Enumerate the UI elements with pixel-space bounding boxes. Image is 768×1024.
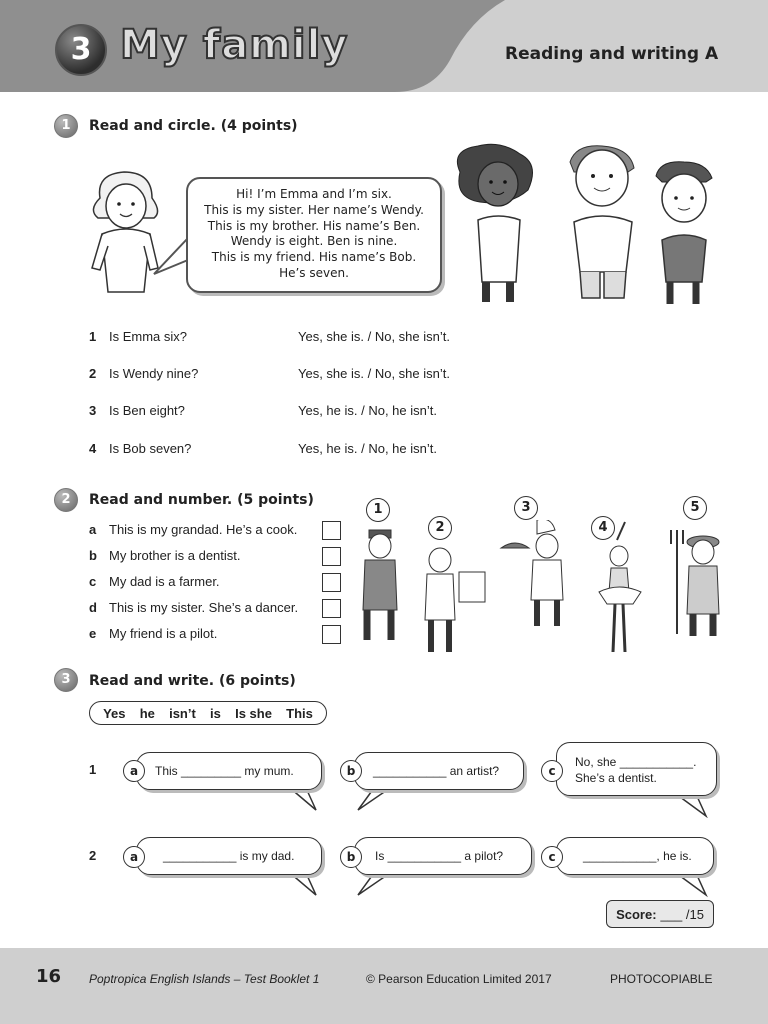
item-text: My friend is a pilot. xyxy=(109,626,218,641)
answer-options[interactable]: Yes, she is. / No, she isn’t. xyxy=(298,366,450,381)
question-text: Is Wendy nine? xyxy=(109,366,199,381)
speech-line: This is my friend. His name’s Bob. xyxy=(211,250,417,265)
question-text: Is Ben eight? xyxy=(109,403,185,418)
bubble-text: She’s a dentist. xyxy=(575,771,657,785)
bubble-text[interactable]: ___________ an artist? xyxy=(373,764,500,778)
picture-number: 4 xyxy=(591,516,615,540)
copyright: © Pearson Education Limited 2017 xyxy=(366,972,552,986)
question-text: Is Emma six? xyxy=(109,329,188,344)
speech-line: Wendy is eight. Ben is nine. xyxy=(230,234,398,249)
answer-box[interactable] xyxy=(322,625,341,644)
item-letter: d xyxy=(89,600,97,615)
bubble-text[interactable]: No, she ___________. xyxy=(575,755,697,769)
bubble-letter: b xyxy=(340,760,362,782)
exercise-1-title: Read and circle. (4 points) xyxy=(89,118,298,134)
word-bank-item: Yes xyxy=(103,705,126,721)
word-bank-item: Is she xyxy=(235,705,272,721)
bubble-text[interactable]: This _________ my mum. xyxy=(155,764,294,778)
bubble-text[interactable]: ___________, he is. xyxy=(583,849,692,863)
question-number: 1 xyxy=(89,329,97,344)
speech-bubble-1b xyxy=(354,752,524,790)
score-value[interactable]: ___ /15 xyxy=(660,906,704,922)
photocopiable-label: PHOTOCOPIABLE xyxy=(610,972,713,986)
answer-box[interactable] xyxy=(322,573,341,592)
word-bank xyxy=(89,701,327,725)
item-letter: e xyxy=(89,626,97,641)
section-label: Reading and writing A xyxy=(505,44,719,64)
speech-line: He’s seven. xyxy=(279,265,349,280)
answer-options[interactable]: Yes, he is. / No, he isn’t. xyxy=(298,403,437,418)
word-bank-item: This xyxy=(286,705,313,721)
item-letter: b xyxy=(89,548,97,563)
speech-bubble xyxy=(186,177,442,293)
matching-item xyxy=(89,574,220,589)
row-number: 1 xyxy=(89,762,97,777)
speech-bubble-1a xyxy=(136,752,322,790)
item-letter: a xyxy=(89,522,97,537)
item-text: My brother is a dentist. xyxy=(109,548,241,563)
exercise-3-number: 3 xyxy=(54,668,78,692)
question-number: 4 xyxy=(89,441,97,456)
answer-options[interactable]: Yes, he is. / No, he isn’t. xyxy=(298,441,437,456)
speech-bubble-2a xyxy=(136,837,322,875)
picture-number: 3 xyxy=(514,496,538,520)
matching-item xyxy=(89,600,298,615)
item-text: This is my grandad. He’s a cook. xyxy=(109,522,298,537)
exercise-2-number: 2 xyxy=(54,488,78,512)
answer-box[interactable] xyxy=(322,521,341,540)
bubble-letter: c xyxy=(541,760,563,782)
picture-number: 1 xyxy=(366,498,390,522)
matching-item xyxy=(89,626,217,641)
bubble-text[interactable]: Is ___________ a pilot? xyxy=(375,849,504,863)
word-bank-item: isn’t xyxy=(169,705,196,721)
exercise-1-number: 1 xyxy=(54,114,78,138)
speech-bubble-2b xyxy=(354,837,532,875)
unit-number-badge: 3 xyxy=(55,24,107,76)
word-bank-item: he xyxy=(139,705,155,721)
picture-number: 2 xyxy=(428,516,452,540)
question-text: Is Bob seven? xyxy=(109,441,192,456)
speech-line: Hi! I’m Emma and I’m six. xyxy=(236,187,392,201)
bubble-letter: c xyxy=(541,846,563,868)
bubble-text[interactable]: ___________ is my dad. xyxy=(163,849,295,863)
children-illustration xyxy=(450,142,730,312)
question-number: 2 xyxy=(89,366,97,381)
page-number: 16 xyxy=(36,966,62,987)
question-row xyxy=(89,403,185,418)
speech-bubble-1c xyxy=(556,742,717,796)
item-text: This is my sister. She’s a dancer. xyxy=(109,600,299,615)
word-bank-item: is xyxy=(210,705,221,721)
answer-box[interactable] xyxy=(322,599,341,618)
answer-box[interactable] xyxy=(322,547,341,566)
unit-title: My family xyxy=(120,22,349,68)
book-title: Poptropica English Islands – Test Booklet 1 xyxy=(89,972,320,986)
occupations-illustration xyxy=(355,520,735,662)
speech-line: This is my brother. His name’s Ben. xyxy=(207,218,421,233)
score-label: Score: xyxy=(616,906,657,922)
item-letter: c xyxy=(89,574,97,589)
answer-options[interactable]: Yes, she is. / No, she isn’t. xyxy=(298,329,450,344)
bubble-letter: a xyxy=(123,846,145,868)
footer-band xyxy=(0,948,768,1024)
matching-item xyxy=(89,548,241,563)
question-row xyxy=(89,441,191,456)
picture-number: 5 xyxy=(683,496,707,520)
bubble-letter: b xyxy=(340,846,362,868)
question-row xyxy=(89,329,187,344)
row-number: 2 xyxy=(89,848,97,863)
score-box xyxy=(606,900,714,928)
question-number: 3 xyxy=(89,403,97,418)
matching-item xyxy=(89,522,297,537)
speech-line: This is my sister. Her name’s Wendy. xyxy=(204,202,424,217)
question-row xyxy=(89,366,198,381)
exercise-2-title: Read and number. (5 points) xyxy=(89,492,314,508)
item-text: My dad is a farmer. xyxy=(109,574,220,589)
bubble-letter: a xyxy=(123,760,145,782)
exercise-3-title: Read and write. (6 points) xyxy=(89,673,296,689)
speech-bubble-2c xyxy=(556,837,714,875)
